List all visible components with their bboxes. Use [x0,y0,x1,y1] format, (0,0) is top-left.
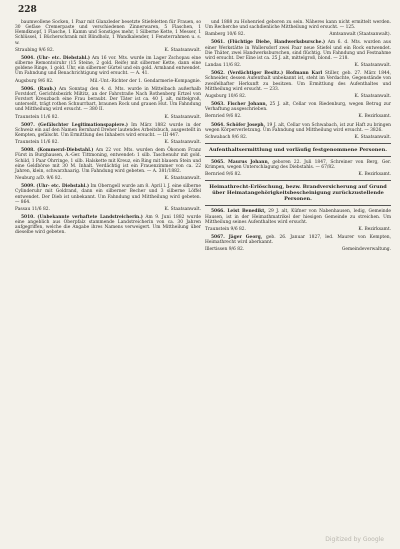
signature-line [15,79,201,84]
notice-paragraph [205,235,391,245]
notice-paragraph [15,87,201,113]
notice-heading: 5007. (Gefälschter Legitimationspapiere.) [21,122,128,128]
notice-text: Am 22 vor. Mts. wurden dem Ökonom Franz Fürst in Burghausen, A.-Ger. Tittmoning, entwendet: 1 silb. Taschenuhr mit gold. Schild, 1 Paar Ohrringe, 1 silb. Halskette mit Kreuz, ein Ring mit blauem Stein und eine Geldbörse mit 30 M. Inhalt. Verdächtig ist ein Frauenzimmer von ca. 22 Jahren, klein, schwarzhaarig. Um Fahndung wird gebeten. — A. 381/1882. [15,148,201,174]
notice-text: Am 16 vor. Mts. wurde im Lager Zschopau eine silberne Remontoiruhr (15 Steine, 2 gold. Reife) mit silberner Kette, dann eine goldene Ringe, 1 gold. Uhr, ein silberner Gürtel und ein gold. Armband entwendet. Um Fahndung und Benachrichtigung wird ersucht. — A. 41. [15,55,201,77]
signature-place-date: Bernried 9/6 82. [205,114,242,120]
signature-place-date: Schwabach 9/6 82. [205,134,248,140]
notice-paragraph [205,40,391,61]
notice-text: Im Oberngell wurde am 8. April l. J. eine silberne Cylinderuhr mit Goldrand, dann ein silberner Becher und 3 silberne Löffel entwendet. Der Dieb ist unbekannt. Um Fahndung und Mittheilung wird gebeten. — 864. [15,184,201,205]
watermark: Digitized by Google [325,536,384,543]
notice-text: Stiller, geb. 27. März 1844, Schneider, dessen Aufenthalt unbekannt ist, steht im Verdachte, Gegenstände von zweifelhafter Herkunft zu besitzen. Um Ermittlung des Aufenthaltes und Mittheilung wird ersucht. — 233. [205,71,391,92]
left-column [15,20,201,238]
signature-place-date: Straubing 9/6 82. [15,47,55,53]
signature-line [15,115,201,120]
notice-heading: 5063. Fischer Johann, [211,102,268,108]
notice-paragraph [205,102,391,112]
notice-heading: 5010. (Unbekannte verhaftete Landstreicherin.) [21,215,143,220]
notice-paragraph [15,215,201,236]
notice-text: geb. 26. Januar 1827, led. Maurer von Kempten, Heimathrecht wird aberkannt. [205,235,391,246]
notice-paragraph [15,184,201,205]
signature-authority: K. Staatsanwalt. [164,206,201,212]
notice-text: baumwollene Socken, 1 Paar mit Glanzleder besetzte Stiefeletten für Frauen, so 30 Gefäse Cremerpaste und verschiedenen Zinnerwaren, 5 Flaschen, 1 Hemdknopf, 1 Flasche, 1 Kamm und Sonstiges mehr, 1 Silberne Kette, 1 Messer, 1 Schlüssel, 1 Bücherschrank mit Blindholz, 1 Wandkalender, 1 Fensterrahmen u. s. w. [15,20,201,46]
signature-authority: K. Staatsanwalt. [164,140,201,146]
notice-paragraph [205,209,391,224]
section-divider [205,205,391,206]
signature-line [15,176,201,181]
notice-heading: 5009. (Uhr- etc. Diebstahl.) [21,184,90,190]
notice-text: Am 6. d. Mts. wurden aus einer Werkstätte in Wallersdorf zwei Paar neue Stiefel und ein Rock entwendet. Die Thäter, zwei Handwerksburschen, sind flüchtig. Um Fahndung und Festnahme wird ersucht. Der Eine ist ca. 25 J. alt, mittelgroß, blond. — 218. [205,40,391,61]
notice-heading: 5064. Schöfer Joseph, [211,122,266,128]
signature-place-date: Bernried 9/6 82. [205,172,242,178]
notice-text: 19 J. alt, Cellar von Schwabach, ist zur Haft zu bringen wegen Körperverletzung. Um Fahndung und Mittheilung wird ersucht. — 3826. [205,122,391,133]
notice-text: 29 J. alt, Küfner von Nabenhausen, ledig, Gemeinde Hausen, ist in der Heimathmatrikel der hiesigen Gemeinde zu streichen. Um Mittheilung seines Aufenthaltes wird ersucht. [205,209,391,225]
signature-line [15,207,201,212]
notice-paragraph [205,123,391,133]
signature-line [205,227,391,232]
signature-line [205,135,391,140]
notice-text: 25 J. alt, Cellar von Riedenburg, wegen Betrug zur Verhaftung ausgeschrieben. [205,102,391,113]
signature-line [205,32,391,37]
notice-paragraph [15,56,201,77]
section-heading: Aufenthaltsermittlung und vorläufig festgenommene Personen. [209,146,387,153]
section-heading: Heimathrecht-Erlöschung, bezw. Brandversicherung auf Grund über Heimatangehörigkeitsbescheinigung zurückzustellende Personen. [209,184,387,203]
signature-place-date: Augsburg 9/6 82. [15,78,54,84]
signature-line [205,63,391,68]
signature-place-date: Traunstein 11/6 82. [15,114,59,120]
notice-paragraph [15,148,201,174]
signature-authority: K. Bezirksamt. [358,114,391,120]
signature-authority: K. Staatsanwalt. [354,63,391,69]
notice-paragraph [205,20,391,30]
notice-paragraph [205,160,391,170]
page-number: 228 [18,5,37,15]
signature-authority: Gemeindeverwaltung. [341,247,391,253]
signature-authority: K. Staatsanwalt. [164,47,201,53]
notice-paragraph [15,20,201,46]
notice-text: und 1888 zu Hohenried geboren zu sein. Näheres kann nicht ermittelt werden. Um Recherche und sachdienliche Mittheilung wird ersucht. — 125. [205,20,391,31]
section-divider [205,180,391,181]
notice-heading: 5067. Jäger Georg, [211,235,263,241]
signature-place-date: Passau 11/6 82. [15,206,50,212]
signature-place-date: Traunstein 9/6 82. [205,226,246,232]
signature-line [205,114,391,119]
signature-line [15,48,201,53]
signature-place-date: Illertissen 9/6 82. [205,247,245,253]
notice-heading: 5062. (Verdächtiger Besitz.) Hofmann Karl [211,71,323,77]
section-divider [205,143,391,144]
signature-authority: K. Staatsanwalt. [354,93,391,99]
signature-line [205,172,391,177]
signature-line [15,140,201,145]
signature-place-date: Landau 11/6 82. [205,63,242,69]
signature-line [205,94,391,99]
signature-authority: K. Staatsanwalt. [354,134,391,140]
notice-text: Am 9. Juni 1882 wurde eine angeblich aus Oberpfalz stammende Landstreicherin von ca. 30 Jahren aufgegriffen, welche die Angabe ihres Namens verweigert. Um Mittheilung über dieselbe wird gebeten. [15,215,201,236]
signature-place-date: Bamberg 10/6 82. [205,32,245,38]
signature-authority: Mil.-Unt.-Richter der 1. Gendarmerie-Kompagnie. [90,78,201,84]
notice-text: geboren 22. Juli 1847, Schreiner von Berg, Ger. Krimpen, wegen Unterschlagung des Diebstahls. — 67/82. [205,159,391,171]
signature-line [205,247,391,252]
signature-place-date: Neuburg a/D. 9/6 82. [15,176,62,182]
signature-place-date: Augsburg 10/6 82. [205,93,247,99]
notice-paragraph [205,71,391,92]
notice-heading: 5008. (Kommerzl-Diebstahl.) [21,148,94,154]
notice-heading: 5006. (Raub.) [21,86,57,92]
notice-heading: 5004. (Uhr- etc. Diebstahl.) [21,55,91,61]
signature-authority: K. Staatsanwalt. [164,114,201,120]
right-column [205,20,391,256]
signature-place-date: Traunstein 11/6 82. [15,140,59,146]
signature-authority: K. Bezirksamt. [358,172,391,178]
notice-heading: 5061. (Flüchtige Diebe, Handwerksbursche.) [211,40,326,46]
signature-authority: K. Bezirksamt. [358,226,391,232]
notice-text: Im März 1882 wurde in der Schweiz ein auf den Namen Bernhard Dreher lautendes Arbeitsbuch, ausgestellt in Kempten, gefälscht. Um Ermittlung des Inhabers wird ersucht. — III 447. [15,122,202,138]
section-divider [205,156,391,157]
signature-authority: Amtsanwalt (Staatsanwalt). [329,32,391,38]
signature-authority: K. Staatsanwalt. [164,176,201,182]
notice-heading: 5066. Leist Benedikt, [211,209,266,215]
notice-heading: 5065. Maurus Johann, [211,159,270,165]
notice-paragraph [15,123,201,138]
notice-text: Am Sonntag den 4. d. Mts. wurde in Mittelbach außerhalb Forstdorf, Gerichtsbezirk Miltitz, an der Fahrstraße Nach Rothenberg Ertzel von Forstort Kreuzbach eine Frau beraubt. Der Täter ist ca. 40 J. alt, mittelgroß, unterseßt, trägt rothen Schnurrbart, braunen Rock und grauen Hut. Um Fahndung und Mittheilung wird ersucht. — 380 II. [15,86,201,113]
